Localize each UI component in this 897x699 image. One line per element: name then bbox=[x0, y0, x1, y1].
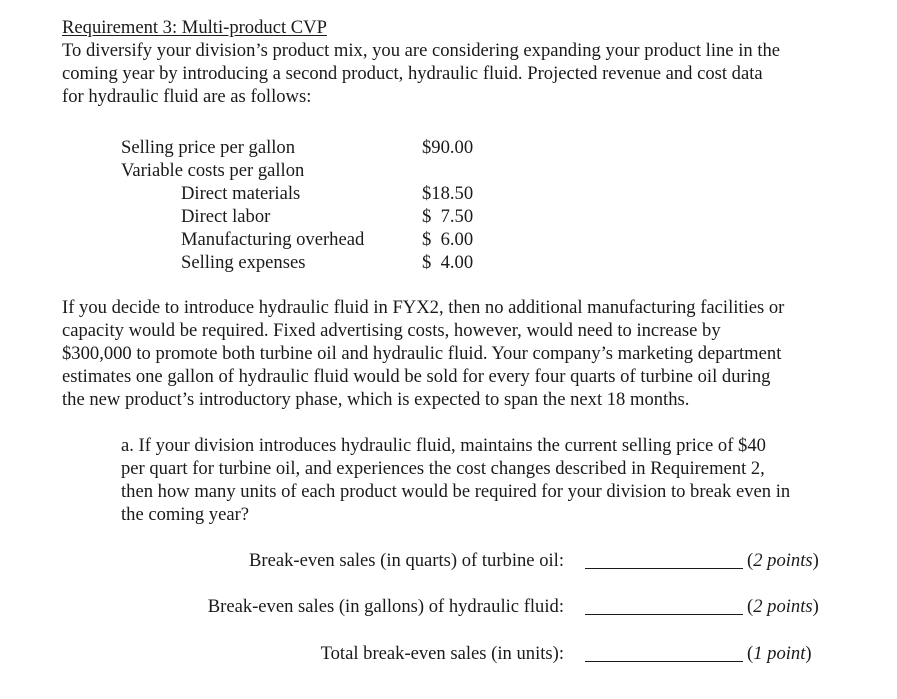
cost-amount-direct-materials: $18.50 bbox=[422, 183, 474, 204]
answer-blank[interactable] bbox=[585, 568, 743, 569]
answer-blank[interactable] bbox=[585, 661, 743, 662]
text-line: then how many units of each product would be required for your division to break even in bbox=[121, 481, 791, 502]
intro-paragraph bbox=[62, 39, 852, 108]
cost-label-direct-materials: Direct materials bbox=[181, 183, 301, 204]
text-line: If you decide to introduce hydraulic fluid in FYX2, then no additional manufacturing facilities or bbox=[62, 297, 785, 318]
text-line: a. If your division introduces hydraulic fluid, maintains the current selling price of $40 bbox=[121, 435, 766, 456]
text-line: $300,000 to promote both turbine oil and hydraulic fluid. Your company’s marketing department bbox=[62, 343, 782, 364]
text-line: coming year by introducing a second product, hydraulic fluid. Projected revenue and cost data bbox=[62, 63, 763, 84]
question-a bbox=[121, 434, 851, 526]
text-line: capacity would be required. Fixed advertising costs, however, would need to increase by bbox=[62, 320, 721, 341]
cost-amount-direct-labor: $ 7.50 bbox=[422, 206, 474, 227]
text-line: the coming year? bbox=[121, 504, 250, 525]
answer-label: Total break-even sales (in units): bbox=[320, 643, 564, 664]
answer-row-turbine-oil bbox=[0, 549, 897, 573]
page-title: Requirement 3: Multi-product CVP bbox=[62, 17, 327, 38]
answer-label: Break-even sales (in gallons) of hydraulic fluid: bbox=[207, 596, 564, 617]
answer-row-total-units bbox=[0, 642, 897, 666]
cost-amount-selling-expenses: $ 4.00 bbox=[422, 252, 474, 273]
cost-label-direct-labor: Direct labor bbox=[181, 206, 271, 227]
answer-label: Break-even sales (in quarts) of turbine oil: bbox=[249, 550, 564, 571]
cost-amount-selling-price: $90.00 bbox=[422, 137, 474, 158]
cost-label-manufacturing-overhead: Manufacturing overhead bbox=[181, 229, 365, 250]
text-line: per quart for turbine oil, and experiences the cost changes described in Requirement 2, bbox=[121, 458, 765, 479]
text-line: estimates one gallon of hydraulic fluid would be sold for every four quarts of turbine oil during bbox=[62, 366, 771, 387]
scenario-paragraph bbox=[62, 296, 852, 411]
answer-blank[interactable] bbox=[585, 614, 743, 615]
cost-label-variable-costs: Variable costs per gallon bbox=[121, 160, 305, 181]
text-line: for hydraulic fluid are as follows: bbox=[62, 86, 312, 107]
answer-row-hydraulic-fluid bbox=[0, 595, 897, 619]
cost-label-selling-expenses: Selling expenses bbox=[181, 252, 306, 273]
points-label: (2 points) bbox=[747, 550, 819, 571]
text-line: the new product’s introductory phase, which is expected to span the next 18 months. bbox=[62, 389, 690, 410]
cost-label-selling-price: Selling price per gallon bbox=[121, 137, 296, 158]
text-line: To diversify your division’s product mix, you are considering expanding your product line in the bbox=[62, 40, 781, 61]
cost-amount-manufacturing-overhead: $ 6.00 bbox=[422, 229, 474, 250]
points-label: (2 points) bbox=[747, 596, 819, 617]
points-label: (1 point) bbox=[747, 643, 812, 664]
